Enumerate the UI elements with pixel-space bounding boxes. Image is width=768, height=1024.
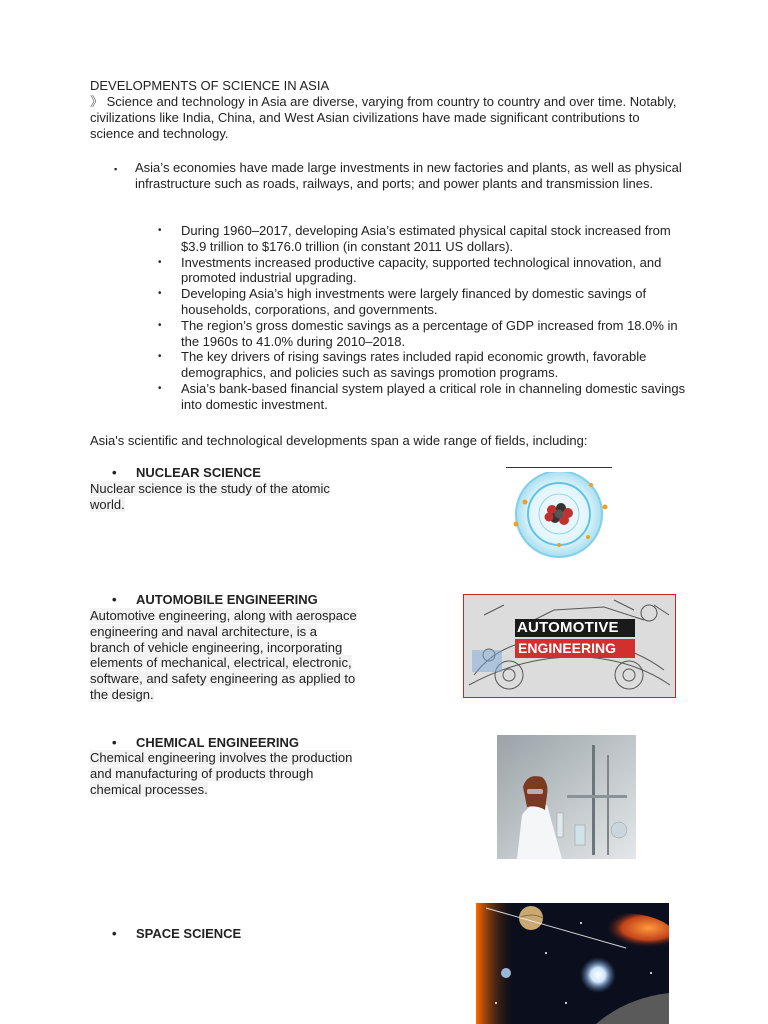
automobile-heading-text: AUTOMOBILE ENGINEERING	[136, 592, 318, 607]
bullet-dot: •	[158, 319, 162, 331]
bullet-dot: •	[112, 735, 117, 750]
space-heading	[112, 926, 241, 942]
divider	[506, 467, 612, 468]
intro-paragraph: 》 Science and technology in Asia are diverse, varying from country to country and over time. Notably, civilizations like India, China, and West Asian civilizations have made significant contributions to science and technology.	[90, 94, 677, 141]
bullet-dot: •	[112, 465, 117, 480]
list-item-text: Investments increased productive capacity, supported technological innovation, and promoted industrial upgrading.	[181, 254, 662, 286]
list-item	[158, 381, 688, 413]
engineering-label: ENGINEERING	[518, 640, 617, 656]
chemist-lab-image	[497, 735, 636, 859]
list-item	[158, 255, 688, 287]
atom-diagram-image	[505, 472, 613, 567]
list-item-text: The key drivers of rising savings rates included rapid economic growth, favorable demographics, and policies such as savings promotion programs.	[181, 349, 647, 381]
bullet-dot: •	[112, 926, 117, 941]
chemical-heading-text: CHEMICAL ENGINEERING	[136, 735, 299, 750]
list-item	[158, 318, 688, 350]
main-bullet-text: Asia’s economies have made large investments in new factories and plants, as well as physical infrastructure such as roads, railways, and ports; and power plants and transmission lines.	[135, 160, 682, 191]
automobile-description-text: Automotive engineering, along with aerospace engineering and naval architecture, is a branch of vehicle engineering, incorporating elements of mechanical, electrical, electronic, software, and safety engineering as applied to the design.	[90, 608, 357, 702]
automotive-label: AUTOMOTIVE	[517, 619, 619, 636]
bullet-dot: •	[158, 256, 162, 268]
chemical-heading	[112, 735, 299, 751]
nuclear-description-text: Nuclear science is the study of the atomic world.	[90, 481, 330, 512]
chemical-description-text: Chemical engineering involves the production and manufacturing of products through chemical processes.	[90, 750, 353, 797]
bullet-dot: •	[158, 382, 162, 394]
square-bullet: ▪	[114, 164, 118, 174]
list-item	[158, 223, 688, 255]
sub-bullet-list	[158, 223, 688, 413]
space-heading-text: SPACE SCIENCE	[136, 926, 242, 941]
bullet-dot: •	[158, 351, 162, 363]
list-item-text: The region’s gross domestic savings as a percentage of GDP increased from 18.0% in the 1960s to 41.0% during 2010–2018.	[181, 317, 678, 349]
bullet-dot: •	[158, 288, 162, 300]
bullet-dot: •	[112, 592, 117, 607]
nuclear-heading-text: NUCLEAR SCIENCE	[136, 465, 261, 480]
chemical-description	[90, 750, 360, 797]
bullet-dot: •	[158, 225, 162, 236]
automotive-engineering-image	[463, 594, 676, 698]
fields-intro: Asia's scientific and technological developments span a wide range of fields, including:	[90, 433, 588, 448]
list-item	[158, 349, 688, 381]
list-item-text: During 1960–2017, developing Asia’s estimated physical capital stock increased from $3.9 trillion to $176.0 trillion (in constant 2011 US dollars).	[181, 223, 671, 254]
nuclear-description	[90, 481, 360, 513]
automobile-description	[90, 608, 360, 703]
automobile-heading	[112, 592, 318, 608]
page-title: DEVELOPMENTS OF SCIENCE IN ASIA	[90, 78, 330, 93]
list-item	[158, 286, 688, 318]
list-item-text: Asia’s bank-based financial system played a critical role in channeling domestic savings into domestic investment.	[181, 380, 686, 412]
list-item-text: Developing Asia’s high investments were largely financed by domestic savings of households, corporations, and governments.	[181, 286, 647, 317]
space-scene-image	[476, 903, 669, 1024]
nuclear-heading	[112, 465, 261, 481]
